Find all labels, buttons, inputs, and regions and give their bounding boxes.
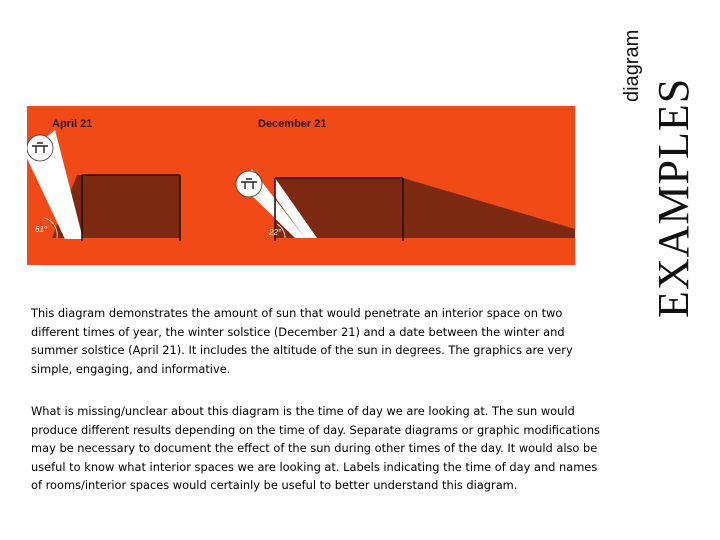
section-title: EXAMPLES bbox=[649, 77, 698, 318]
section-subtitle: diagram bbox=[621, 29, 643, 102]
interior-shadow bbox=[82, 175, 180, 238]
description-paragraph: This diagram demonstrates the amount of sun that would penetrate an interior space on two different times of year, the winter solstice (December 21) and a date between the winter and summer solstice (April 21). It includes the altitude of the sun in degrees. The graphics are very simple, engaging, and informative. bbox=[31, 306, 573, 376]
panel-title-december: December 21 bbox=[258, 118, 327, 130]
sun-angle-figure bbox=[27, 106, 575, 265]
panel-title-april: April 21 bbox=[52, 118, 93, 130]
sun-icon bbox=[236, 171, 262, 197]
sun-angle-svg bbox=[27, 106, 575, 265]
angle-label-april: 61° bbox=[35, 225, 48, 234]
critique-paragraph: What is missing/unclear about this diagram is the time of day we are looking at. The sun would produce different results depending on the time of day. Separate diagrams or graphic modifications may be necessary to document the effect of the sun during other times of the day. It would also be useful to know what interior spaces we are looking at. Labels indicating the time of day and names of rooms/interior spaces would certainly be useful to better understand this diagram. bbox=[31, 404, 600, 493]
sun-icon bbox=[27, 135, 53, 161]
angle-label-december: 22° bbox=[269, 228, 282, 237]
